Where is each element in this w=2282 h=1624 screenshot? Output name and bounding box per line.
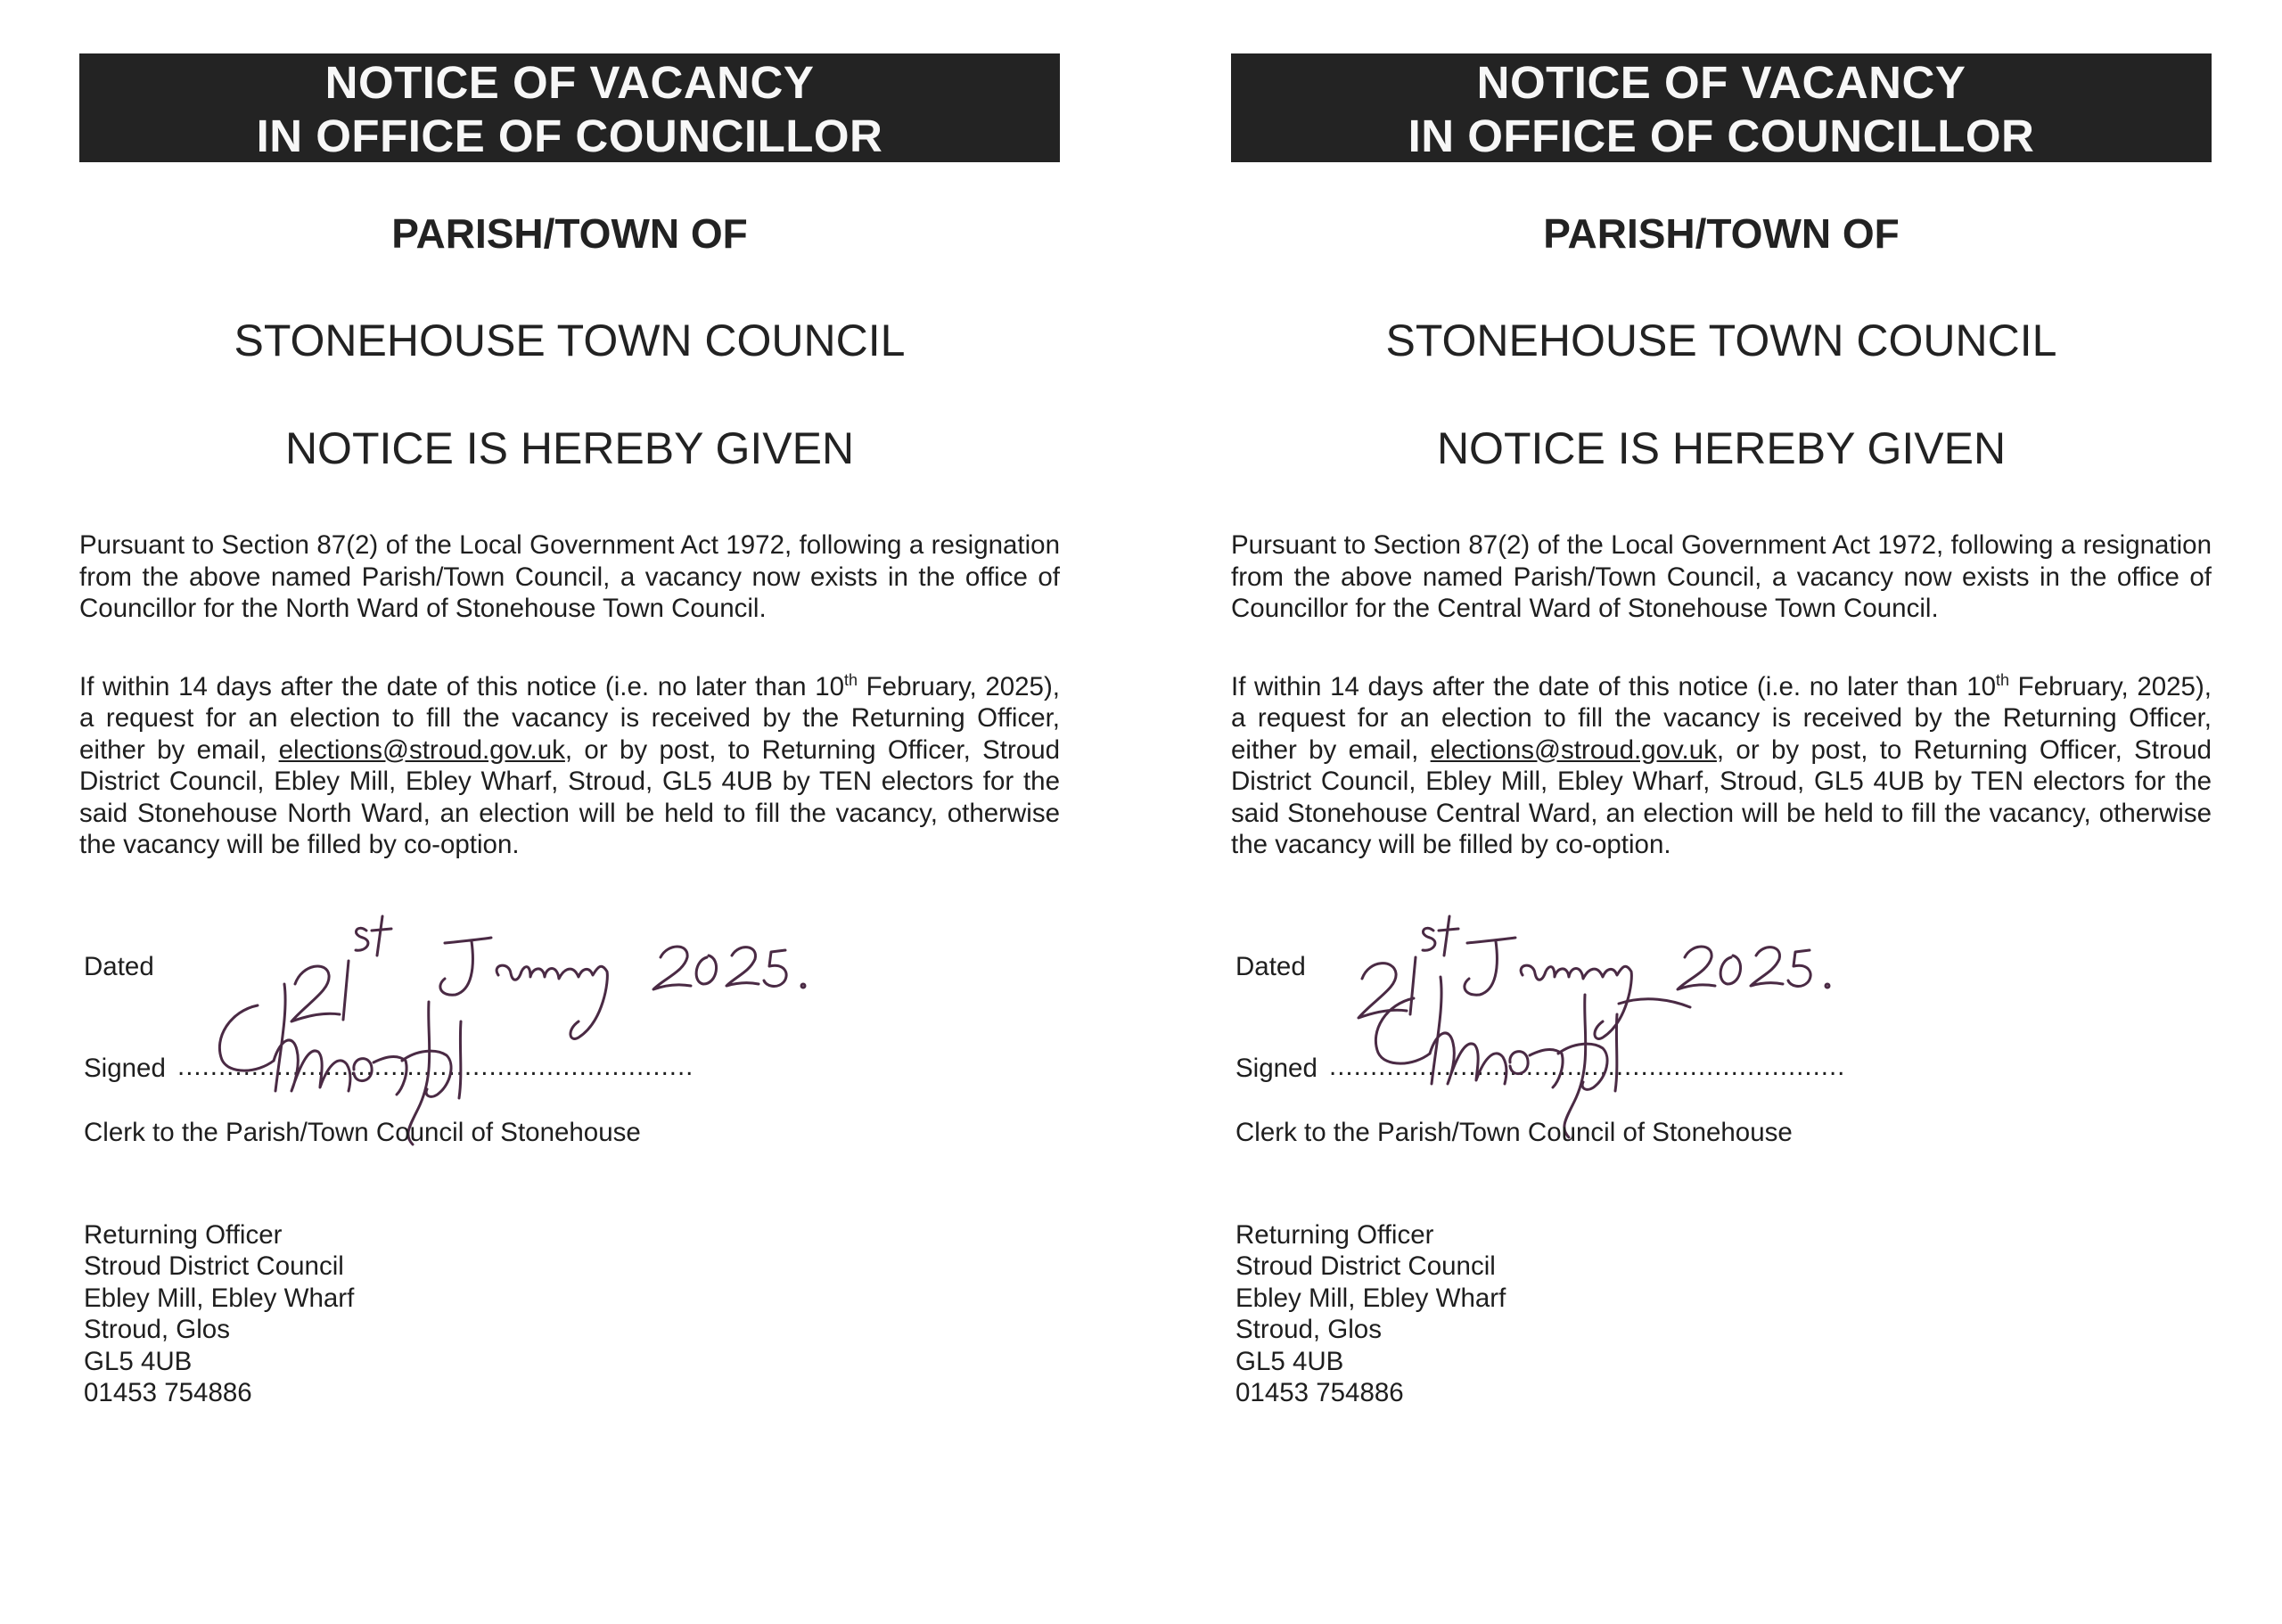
notice-given-heading: NOTICE IS HEREBY GIVEN bbox=[1436, 423, 2007, 473]
parish-heading: PARISH/TOWN OF bbox=[1543, 210, 1900, 257]
address-line: Returning Officer bbox=[84, 1219, 283, 1250]
vacancy-paragraph: Pursuant to Section 87(2) of the Local Government Act 1972, following a resignation from the above named Parish/Town Council, a vacancy now exists in the office of Councillor for the Central Ward of Stonehouse Town Council. bbox=[1231, 530, 2212, 623]
notice-given-heading: NOTICE IS HEREBY GIVEN bbox=[284, 423, 855, 473]
email-link[interactable]: elections@stroud.gov.uk bbox=[1430, 734, 1717, 765]
returning-officer-address bbox=[79, 1219, 1060, 1409]
address-line: Ebley Mill, Ebley Wharf bbox=[84, 1283, 355, 1313]
election-request-paragraph bbox=[79, 671, 1060, 861]
para2-text-3: , or by post, to Returning Officer, Stroud District Council, Ebley Mill, Ebley Wharf, Stroud, GL5 4UB by TEN electors for the said Stonehouse North Ward, an election will be held to fill the vacancy, otherwise the vacancy will be filled by co-option. bbox=[79, 734, 1061, 859]
signature-line: ............................................................... bbox=[1329, 1051, 1846, 1081]
signature-line: ............................................................... bbox=[177, 1051, 694, 1081]
dated-label: Dated bbox=[84, 951, 154, 981]
vacancy-paragraph: Pursuant to Section 87(2) of the Local Government Act 1972, following a resignation from the above named Parish/Town Council, a vacancy now exists in the office of Councillor for the North Ward of Stonehouse Town Council. bbox=[79, 530, 1060, 623]
address-phone: 01453 754886 bbox=[1235, 1378, 1404, 1407]
notice-banner bbox=[1231, 53, 2212, 162]
council-name: STONEHOUSE TOWN COUNCIL bbox=[1385, 316, 2057, 365]
para2-ordinal: th bbox=[844, 670, 858, 689]
signed-label: Signed bbox=[1235, 1053, 1317, 1083]
dated-label: Dated bbox=[1235, 951, 1306, 981]
address-line: GL5 4UB bbox=[1235, 1346, 1344, 1376]
returning-officer-address bbox=[1231, 1219, 2212, 1409]
para2-text-1: If within 14 days after the date of this notice (i.e. no later than 10 bbox=[1231, 671, 1997, 701]
signature-block bbox=[79, 879, 1060, 1173]
notice-banner bbox=[79, 53, 1060, 162]
address-line: GL5 4UB bbox=[84, 1346, 193, 1376]
para2-ordinal: th bbox=[1996, 670, 2010, 689]
signature-block bbox=[1231, 879, 2212, 1173]
notice-north-ward bbox=[79, 53, 1060, 1409]
banner-line-1: NOTICE OF VACANCY bbox=[1476, 57, 1966, 108]
para2-text-3: , or by post, to Returning Officer, Stroud District Council, Ebley Mill, Ebley Wharf, Stroud, GL5 4UB by TEN electors for the said Stonehouse Central Ward, an election will be held to fill the vacancy, otherwise the vacancy will be filled by co-option. bbox=[1231, 734, 2212, 859]
para2-text-1: If within 14 days after the date of this notice (i.e. no later than 10 bbox=[79, 671, 845, 701]
banner-line-2: IN OFFICE OF COUNCILLOR bbox=[256, 111, 883, 161]
address-line: Stroud, Glos bbox=[1235, 1315, 1382, 1344]
clerk-line: Clerk to the Parish/Town Council of Stonehouse bbox=[1235, 1117, 1793, 1147]
para2-text-2: February, 2025), a request for an election to fill the vacancy is received by the Returning Officer, either by email, bbox=[79, 671, 1060, 765]
address-line: Returning Officer bbox=[1235, 1219, 1434, 1250]
notice-central-ward bbox=[1231, 53, 2212, 1409]
address-line: Stroud District Council bbox=[1235, 1251, 1496, 1281]
banner-line-1: NOTICE OF VACANCY bbox=[324, 57, 815, 108]
email-link[interactable]: elections@stroud.gov.uk bbox=[278, 734, 565, 765]
clerk-line: Clerk to the Parish/Town Council of Stonehouse bbox=[84, 1117, 641, 1147]
election-request-paragraph bbox=[1231, 671, 2212, 861]
council-name: STONEHOUSE TOWN COUNCIL bbox=[234, 316, 906, 365]
signed-label: Signed bbox=[84, 1053, 166, 1083]
address-line: Stroud, Glos bbox=[84, 1315, 230, 1344]
address-line: Ebley Mill, Ebley Wharf bbox=[1235, 1283, 1506, 1313]
banner-line-2: IN OFFICE OF COUNCILLOR bbox=[1408, 111, 2035, 161]
address-phone: 01453 754886 bbox=[84, 1378, 252, 1407]
para2-text-2: February, 2025), a request for an election to fill the vacancy is received by the Returning Officer, either by email, bbox=[1231, 671, 2212, 765]
parish-heading: PARISH/TOWN OF bbox=[391, 210, 748, 257]
address-line: Stroud District Council bbox=[84, 1251, 344, 1281]
